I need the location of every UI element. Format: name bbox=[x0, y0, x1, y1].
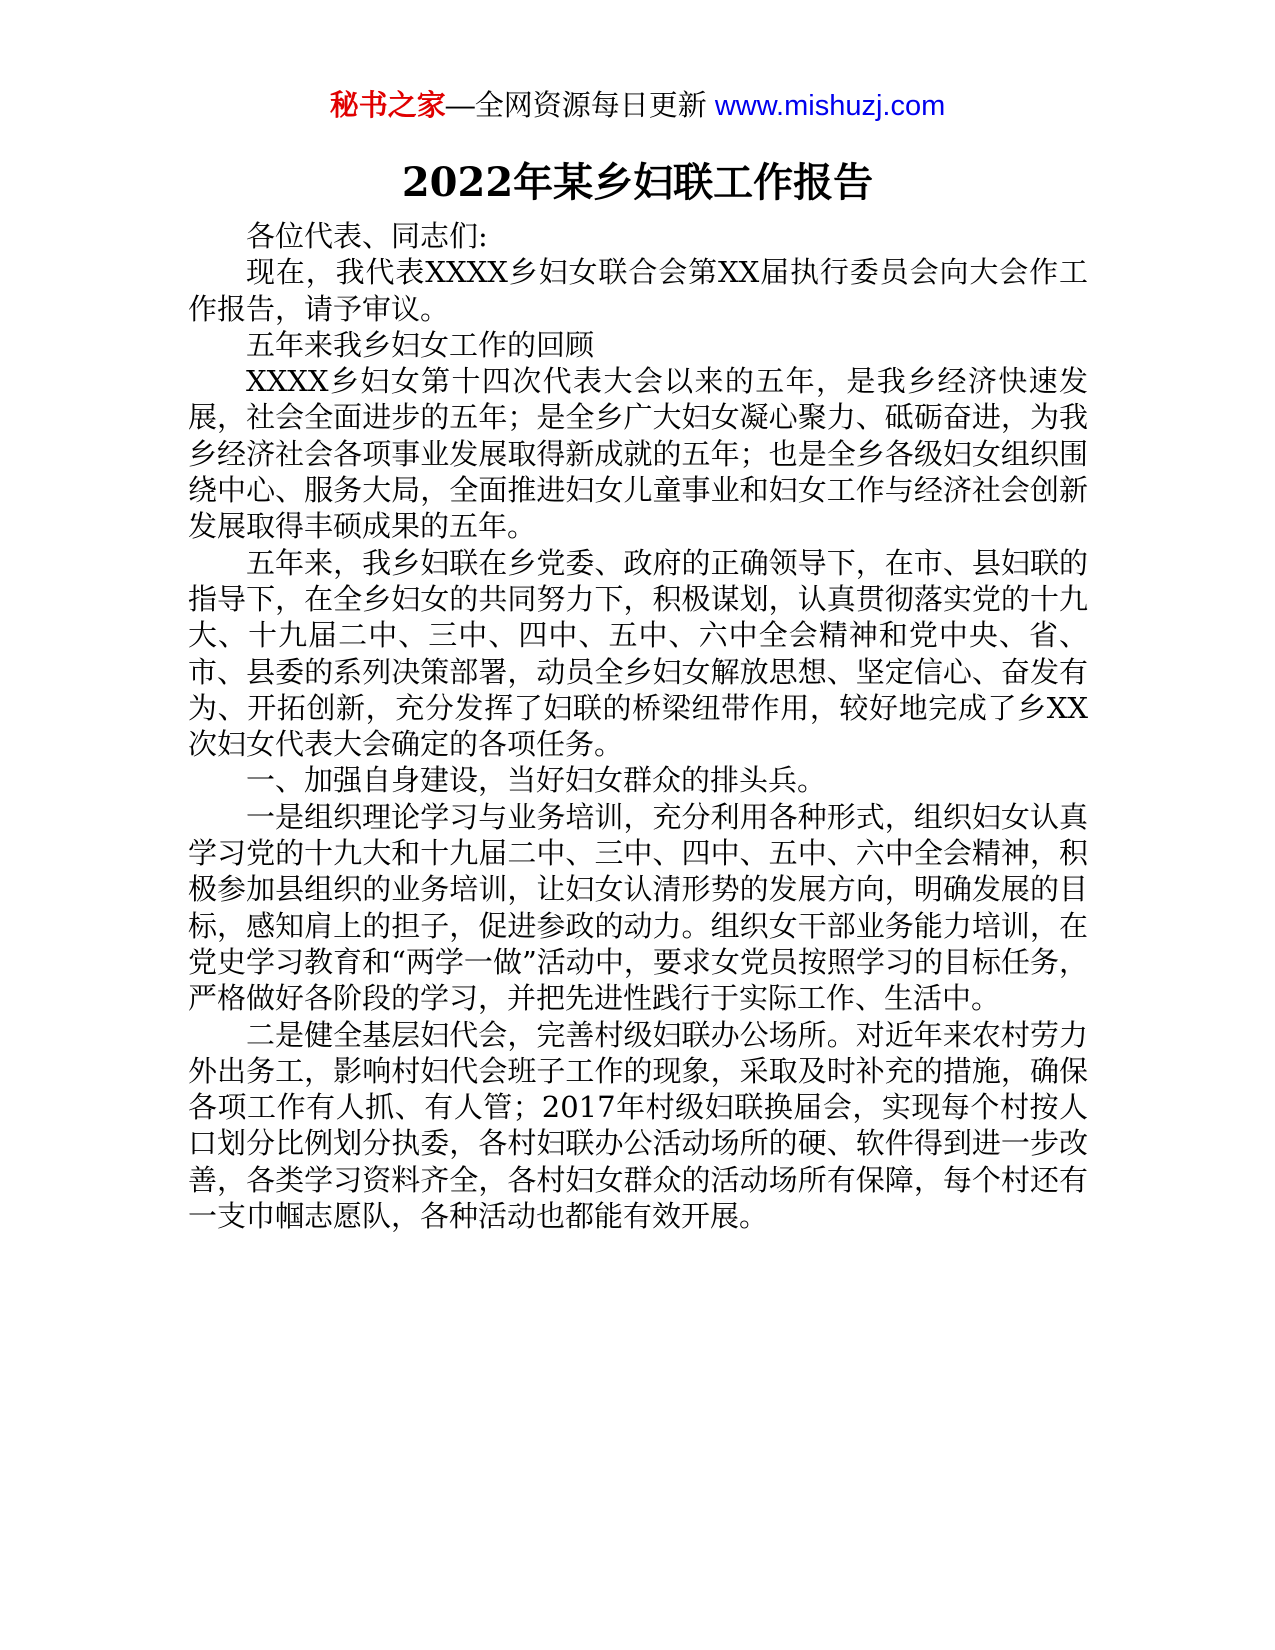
paragraph: 五年来，我乡妇联在乡党委、政府的正确领导下，在市、县妇联的指导下，在全乡妇女的共同努力下，积极谋划，认真贯彻落实党的十九大、十九届二中、三中、四中、五中、六中全会精神和党中央、省、市、县委的系列决策部署，动员全乡妇女解放思想、坚定信心、奋发有为、开拓创新，充分发挥了妇联的桥梁纽带作用，较好地完成了乡XX次妇女代表大会确定的各项任务。 bbox=[188, 545, 1088, 762]
site-brand: 秘书之家 bbox=[329, 90, 446, 122]
site-slogan: —全网资源每日更新 bbox=[445, 90, 707, 122]
paragraph: 一是组织理论学习与业务培训，充分利用各种形式，组织妇女认真学习党的十九大和十九届二中、三中、四中、五中、六中全会精神，积极参加县组织的业务培训，让妇女认清形势的发展方向，明确发展的目标，感知肩上的担子，促进参政的动力。组织女干部业务能力培训，在党史学习教育和“两学一做”活动中，要求女党员按照学习的目标任务，严格做好各阶段的学习，并把先进性践行于实际工作、生活中。 bbox=[188, 799, 1088, 1016]
paragraph: XXXX乡妇女第十四次代表大会以来的五年，是我乡经济快速发展，社会全面进步的五年；是全乡广大妇女凝心聚力、砥砺奋进，为我乡经济社会各项事业发展取得新成就的五年；也是全乡各级妇女组织围绕中心、服务大局，全面推进妇女儿童事业和妇女工作与经济社会创新发展取得丰硕成果的五年。 bbox=[188, 364, 1088, 544]
site-url-link[interactable]: www.mishuzj.com bbox=[714, 90, 946, 122]
paragraph-salutation: 各位代表、同志们: bbox=[246, 219, 488, 253]
section-heading-review: 五年来我乡妇女工作的回顾 bbox=[246, 327, 595, 362]
site-header bbox=[0, 86, 1275, 126]
document-body bbox=[188, 218, 1088, 1234]
document-title: 2022年某乡妇联工作报告 bbox=[401, 159, 874, 206]
paragraph: 二是健全基层妇代会，完善村级妇联办公场所。对近年来农村劳力外出务工，影响村妇代会班子工作的现象，采取及时补充的措施，确保各项工作有人抓、有人管；2017年村级妇联换届会，实现每个村按人口划分比例划分执委，各村妇联办公活动场所的硬、软件得到进一步改善，各类学习资料齐全，各村妇女群众的活动场所有保障，每个村还有一支巾帼志愿队，各种活动也都能有效开展。 bbox=[188, 1017, 1088, 1234]
section-heading-self-building: 一、加强自身建设，当好妇女群众的排头兵。 bbox=[246, 763, 827, 798]
paragraph-intro: 现在，我代表XXXX乡妇女联合会第XX届执行委员会向大会作工作报告，请予审议。 bbox=[188, 255, 1088, 326]
